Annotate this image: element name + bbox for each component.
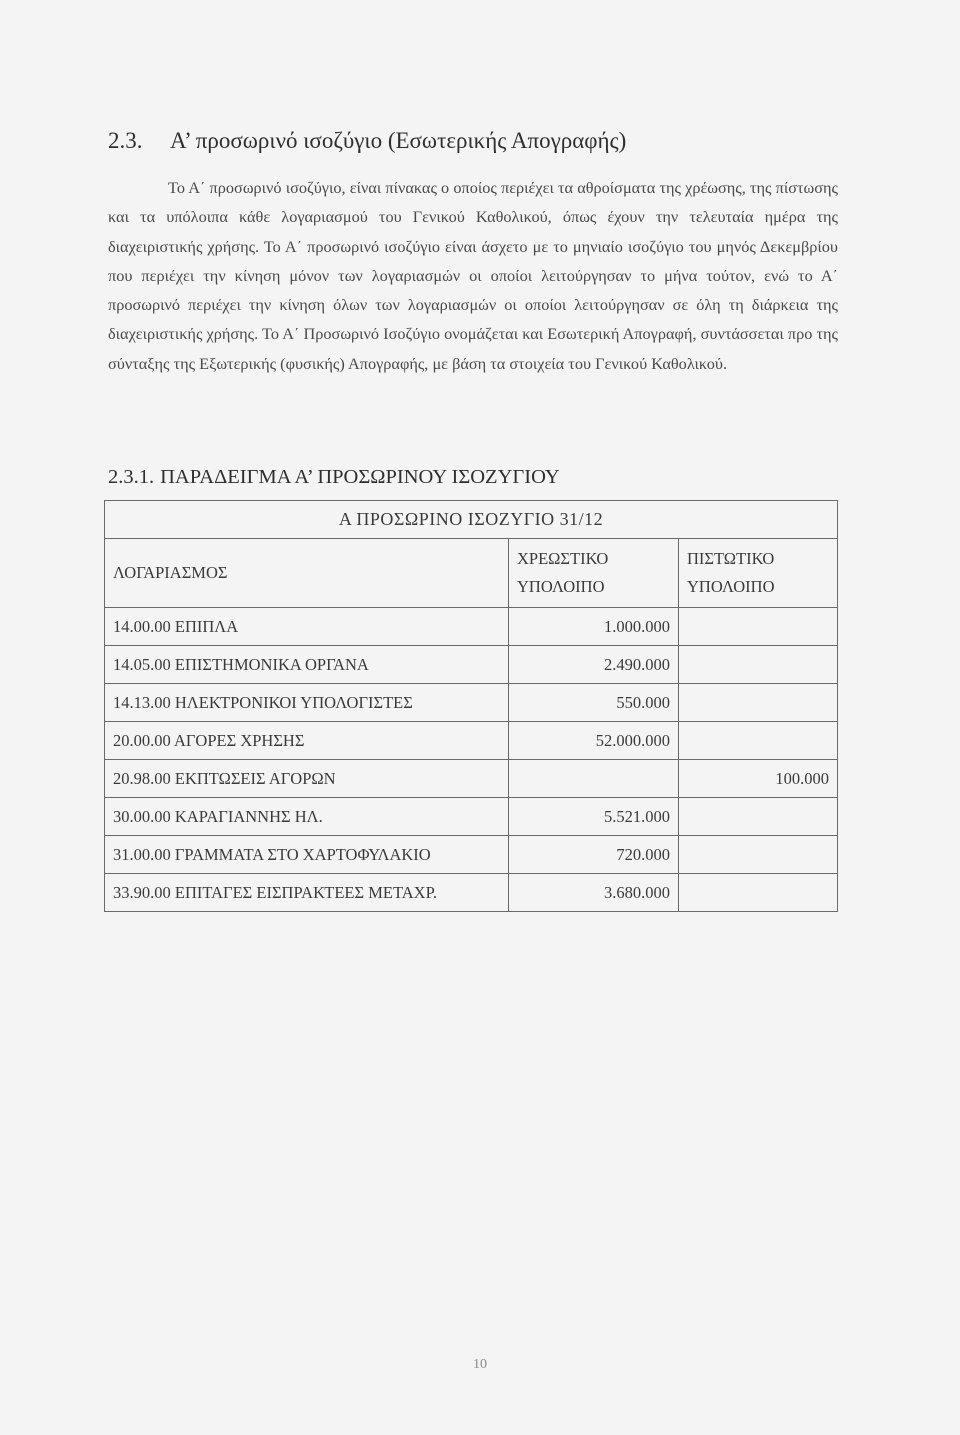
header-debit-line1: ΧΡΕΩΣΤΙΚΟ [517, 549, 609, 568]
credit-cell [679, 608, 838, 646]
table-row [105, 836, 838, 874]
debit-cell: 5.521.000 [509, 798, 679, 836]
debit-cell: 550.000 [509, 684, 679, 722]
credit-cell [679, 798, 838, 836]
table-row [105, 798, 838, 836]
account-cell: 14.00.00 ΕΠΙΠΛΑ [105, 608, 509, 646]
table-row [105, 874, 838, 912]
credit-cell [679, 646, 838, 684]
credit-cell [679, 836, 838, 874]
account-cell: 33.90.00 ΕΠΙΤΑΓΕΣ ΕΙΣΠΡΑΚΤΕΕΣ ΜΕΤΑΧΡ. [105, 874, 509, 912]
header-credit-line2: ΥΠΟΛΟΙΠΟ [687, 577, 775, 596]
body-paragraph: Το Α΄ προσωρινό ισοζύγιο, είναι πίνακας ο οποίος περιέχει τα αθροίσματα της χρέωσης, της πίστωσης και τα υπόλοιπα κάθε λογαριασμού του Γενικού Καθολικού, όπως έχουν την τελευταία ημέρα της διαχειριστικής χρήσης. Το Α΄ προσωρινό ισοζύγιο είναι άσχετο με το μηνιαίο ισοζύγιο του μηνός Δεκεμβρίου που περιέχει την κίνηση μόνον των λογαριασμών οι οποίοι λειτούργησαν το μήνα τούτον, ενώ το Α΄ προσωρινό περιέχει την κίνηση όλων των λογαριασμών οι οποίοι λειτούργησαν σε όλη τη διάρκεια της διαχειριστικής χρήσης. Το Α΄ Προσωρινό Ισοζύγιο ονομάζεται και Εσωτερική Απογραφή, συντάσσεται προ της σύνταξης της Εξωτερικής (φυσικής) Απογραφής, με βάση τα στοιχεία του Γενικού Καθολικού. [108, 178, 838, 373]
subsection-heading [108, 466, 868, 489]
debit-cell: 2.490.000 [509, 646, 679, 684]
section-number: 2.3. [108, 128, 143, 153]
subsection-title: ΠΑΡΑΔΕΙΓΜΑ Α’ ΠΡΟΣΩΡΙΝΟΥ ΙΣΟΖΥΓΙΟΥ [160, 466, 560, 488]
table-row [105, 608, 838, 646]
table-row [105, 722, 838, 760]
table-row [105, 646, 838, 684]
account-cell: 31.00.00 ΓΡΑΜΜΑΤΑ ΣΤΟ ΧΑΡΤΟΦΥΛΑΚΙΟ [105, 836, 509, 874]
credit-cell [679, 684, 838, 722]
account-cell: 14.05.00 ΕΠΙΣΤΗΜΟΝΙΚΑ ΟΡΓΑΝΑ [105, 646, 509, 684]
debit-cell [509, 760, 679, 798]
section-title: Α’ προσωρινό ισοζύγιο (Εσωτερικής Απογραφής) [170, 128, 627, 153]
account-cell: 20.98.00 ΕΚΠΤΩΣΕΙΣ ΑΓΟΡΩΝ [105, 760, 509, 798]
trial-balance-table [104, 500, 838, 912]
header-credit-line1: ΠΙΣΤΩΤΙΚΟ [687, 549, 775, 568]
debit-cell: 3.680.000 [509, 874, 679, 912]
account-cell: 20.00.00 ΑΓΟΡΕΣ ΧΡΗΣΗΣ [105, 722, 509, 760]
table-title: Α ΠΡΟΣΩΡΙΝΟ ΙΣΟΖΥΓΙΟ 31/12 [105, 501, 838, 539]
header-credit [679, 539, 838, 608]
header-debit-line2: ΥΠΟΛΟΙΠΟ [517, 577, 605, 596]
page-number: 10 [473, 1357, 487, 1372]
debit-cell: 1.000.000 [509, 608, 679, 646]
account-cell: 30.00.00 ΚΑΡΑΓΙΑΝΝΗΣ ΗΛ. [105, 798, 509, 836]
header-account: ΛΟΓΑΡΙΑΣΜΟΣ [105, 539, 509, 608]
table-header-row [105, 539, 838, 608]
header-debit [509, 539, 679, 608]
table-title-row [105, 501, 838, 539]
account-cell: 14.13.00 ΗΛΕΚΤΡΟΝΙΚΟΙ ΥΠΟΛΟΓΙΣΤΕΣ [105, 684, 509, 722]
debit-cell: 52.000.000 [509, 722, 679, 760]
table-row [105, 760, 838, 798]
table-row [105, 684, 838, 722]
subsection-number: 2.3.1. [108, 466, 155, 488]
credit-cell: 100.000 [679, 760, 838, 798]
debit-cell: 720.000 [509, 836, 679, 874]
section-heading [108, 128, 868, 154]
credit-cell [679, 722, 838, 760]
credit-cell [679, 874, 838, 912]
